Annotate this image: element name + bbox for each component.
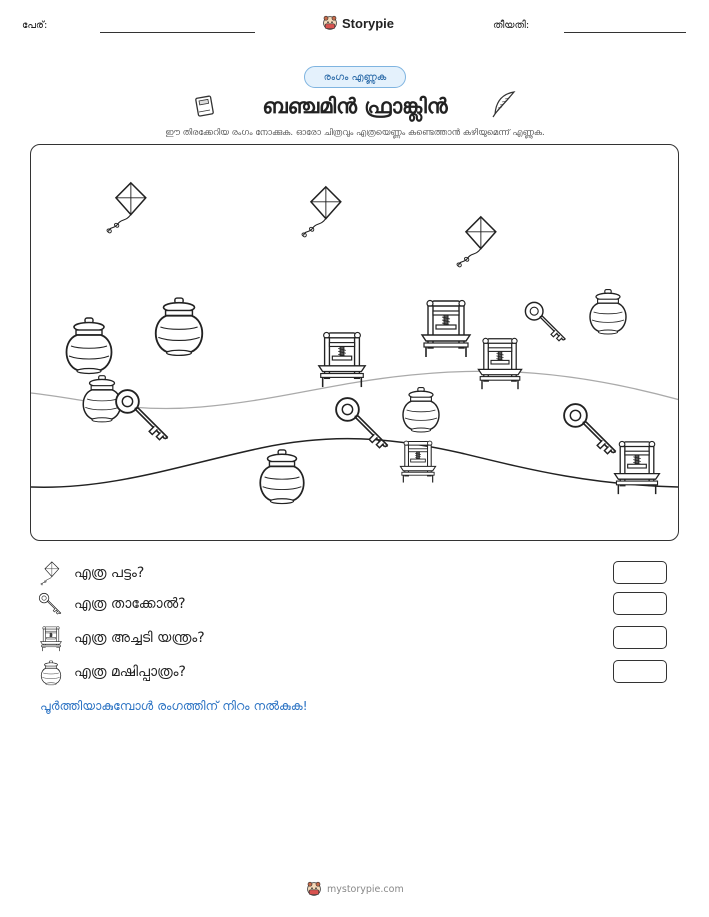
answer-box[interactable] (613, 561, 667, 584)
printing-press-icon (38, 626, 64, 652)
key-icon (38, 592, 64, 618)
question-row-inkpots (38, 660, 678, 686)
key-icon (116, 390, 168, 440)
quill-icon (490, 90, 518, 118)
question-row-kites (38, 561, 678, 587)
instructions: ഈ തിരക്കേറിയ രംഗം നോക്കുക. ഓരോ ചിത്രവും എത്രയെണ്ണം കണ്ടെത്താൻ കഴിയുമെന്ന് എണ്ണുക. (165, 128, 545, 138)
key-icon (336, 398, 388, 448)
printing-press-icon (319, 332, 365, 387)
coloring-note: പൂർത്തിയാകുമ്പോൾ രംഗത്തിന് നിറം നൽകുക! (40, 698, 308, 713)
kite-icon (302, 187, 341, 237)
counting-scene (30, 144, 679, 541)
book-icon (193, 94, 217, 118)
key-icon (525, 302, 565, 340)
question-text: എത്ര താക്കോൽ? (74, 596, 186, 612)
question-row-presses (38, 626, 678, 652)
name-label: പേര്: (22, 20, 48, 31)
date-field-line[interactable] (564, 32, 686, 33)
question-text: എത്ര മഷിപ്പാത്രം? (74, 664, 186, 680)
printing-press-icon (615, 441, 660, 494)
name-field-line[interactable] (100, 32, 255, 33)
answer-box[interactable] (613, 660, 667, 683)
key-icon (564, 404, 616, 454)
question-row-keys (38, 592, 678, 618)
answer-box[interactable] (613, 626, 667, 649)
brand-logo (322, 13, 394, 33)
inkpot-icon (260, 450, 304, 504)
kite-icon (38, 561, 64, 587)
printing-press-icon (478, 338, 521, 389)
printing-press-icon (422, 301, 470, 358)
storypie-logo-icon (322, 15, 338, 31)
inkpot-icon (590, 290, 626, 334)
inkpot-icon (83, 376, 121, 422)
site-footer (306, 880, 404, 898)
hill-line-front (31, 439, 679, 488)
inkpot-icon (403, 388, 439, 432)
inkpot-icon (38, 660, 64, 686)
inkpot-icon (67, 318, 112, 374)
page-title: ബഞ്ചമിൻ ഫ്രാങ്ക്ലിൻ (262, 93, 448, 118)
printing-press-icon (400, 441, 435, 482)
activity-badge: രംഗം എണ്ണുക (304, 66, 406, 88)
site-url[interactable]: mystorypie.com (327, 883, 404, 895)
date-label: തീയതി: (493, 20, 530, 31)
answer-box[interactable] (613, 592, 667, 615)
storypie-logo-icon (306, 881, 322, 897)
question-text: എത്ര പട്ടം? (74, 565, 145, 581)
inkpot-icon (156, 298, 203, 355)
question-text: എത്ര അച്ചടി യന്ത്രം? (74, 630, 205, 646)
kite-icon (457, 217, 496, 267)
brand-name: Storypie (342, 15, 395, 31)
kite-icon (107, 183, 146, 233)
